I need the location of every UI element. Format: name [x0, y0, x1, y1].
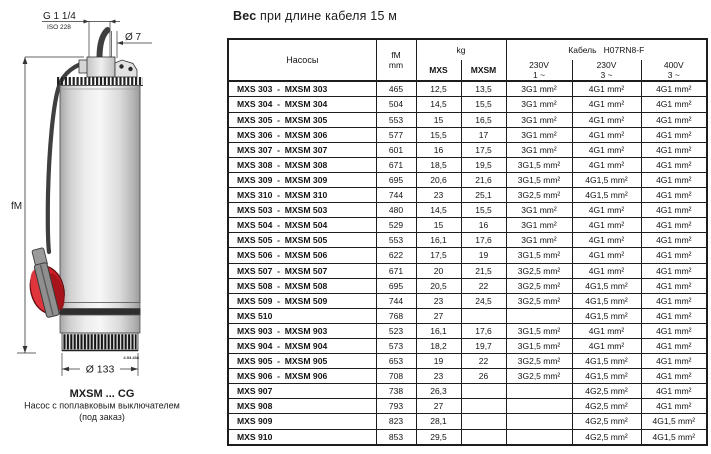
cell-mxs: 23: [416, 188, 461, 203]
cell-mxs: 20,5: [416, 278, 461, 293]
cell-mxs: 15: [416, 112, 461, 127]
cell-c1: 3G1,5 mm²: [506, 157, 572, 172]
cell-c1: 3G1 mm²: [506, 142, 572, 157]
cell-mxs: 15,5: [416, 127, 461, 142]
table-row: [228, 384, 707, 399]
thread-arrow-right: [110, 20, 116, 24]
header-400v-3ph-phase: 3 ~: [667, 70, 680, 81]
table-row: [228, 308, 707, 323]
cell-c1: 3G2,5 mm²: [506, 278, 572, 293]
cell-c1: 3G1 mm²: [506, 233, 572, 248]
cell-mxs: 20: [416, 263, 461, 278]
table-row: [228, 112, 707, 127]
cell-mxsm: 22: [461, 354, 506, 369]
cell-mxs: 16: [416, 142, 461, 157]
cell-name: MXS 303 - MXSM 303: [228, 81, 376, 97]
cell-c1: 3G1,5 mm²: [506, 338, 572, 353]
cell-name: MXS 309 - MXSM 309: [228, 172, 376, 187]
cell-fm: 823: [376, 414, 416, 429]
header-230v-3ph-phase: 3 ~: [600, 70, 613, 81]
cell-c2: 4G2,5 mm²: [572, 429, 641, 445]
lug-hole-2: [128, 67, 132, 71]
cell-c1: 3G1 mm²: [506, 203, 572, 218]
cell-c1: 3G1,5 mm²: [506, 172, 572, 187]
cell-fm: 744: [376, 293, 416, 308]
cell-mxsm: 13,5: [461, 81, 506, 97]
cell-c1: 3G1,5 mm²: [506, 248, 572, 263]
cell-fm: 553: [376, 233, 416, 248]
cell-c1: 3G1 mm²: [506, 81, 572, 97]
cell-c1: 3G2,5 mm²: [506, 188, 572, 203]
caption-note: (под заказ): [79, 412, 125, 422]
cell-c3: 4G1 mm²: [641, 233, 707, 248]
cell-mxs: 18,5: [416, 157, 461, 172]
table-row: [228, 203, 707, 218]
cell-c1: 3G2,5 mm²: [506, 263, 572, 278]
header-fm: fM: [391, 50, 401, 60]
header-400v-3ph: [641, 60, 707, 81]
cell-name: MXS 506 - MXSM 506: [228, 248, 376, 263]
cell-c2: 4G1 mm²: [572, 112, 641, 127]
page-title: [233, 9, 397, 23]
thread-label: G 1 1/4: [43, 11, 76, 22]
cell-c3: 4G1 mm²: [641, 112, 707, 127]
cell-fm: 793: [376, 399, 416, 414]
cell-mxsm: 21,6: [461, 172, 506, 187]
cell-fm: 523: [376, 323, 416, 338]
cell-mxs: 12,5: [416, 81, 461, 97]
cell-mxsm: 25,1: [461, 188, 506, 203]
table-header: [228, 39, 707, 81]
cell-mxs: 23: [416, 369, 461, 384]
cell-mxs: 19: [416, 354, 461, 369]
cell-mxsm: 17: [461, 127, 506, 142]
cell-c1: [506, 414, 572, 429]
cable-lug: [115, 60, 137, 77]
cell-name: MXS 904 - MXSM 904: [228, 338, 376, 353]
body-lower-band: [60, 303, 140, 309]
header-230v-3ph: [572, 60, 641, 81]
cell-mxs: 16,1: [416, 323, 461, 338]
page-title-bold: Вес: [233, 9, 257, 23]
cell-mxs: 27: [416, 308, 461, 323]
cell-c2: 4G2,5 mm²: [572, 399, 641, 414]
header-mm: mm: [388, 60, 404, 71]
caption-model: MXSM ... CG: [69, 388, 135, 400]
cell-mxsm: [461, 429, 506, 445]
cell-c1: 3G1 mm²: [506, 112, 572, 127]
cell-c2: 4G1 mm²: [572, 142, 641, 157]
cell-fm: 744: [376, 188, 416, 203]
cell-name: MXS 905 - MXSM 905: [228, 354, 376, 369]
table-row: [228, 127, 707, 142]
diameter-arrow-right: [131, 367, 138, 372]
header-230v-1ph-phase: 1 ~: [532, 70, 546, 81]
cell-c2: 4G1 mm²: [572, 338, 641, 353]
weight-table: [227, 38, 708, 446]
cell-c2: 4G1 mm²: [572, 248, 641, 263]
cell-mxsm: 17,6: [461, 233, 506, 248]
table-row: [228, 354, 707, 369]
cell-mxs: 17,5: [416, 248, 461, 263]
cell-c3: 4G1 mm²: [641, 384, 707, 399]
cell-name: MXS 508 - MXSM 508: [228, 278, 376, 293]
cell-name: MXS 308 - MXSM 308: [228, 157, 376, 172]
cell-c2: 4G2,5 mm²: [572, 414, 641, 429]
cell-name: MXS 505 - MXSM 505: [228, 233, 376, 248]
cell-c3: 4G1 mm²: [641, 263, 707, 278]
cell-fm: 695: [376, 278, 416, 293]
cell-name: MXS 304 - MXSM 304: [228, 97, 376, 112]
caption-description: Насос с поплавковым выключателем: [24, 400, 180, 411]
cell-c3: 4G1,5 mm²: [641, 414, 707, 429]
cell-mxs: 15: [416, 218, 461, 233]
table-row: [228, 97, 707, 112]
cell-name: MXS 305 - MXSM 305: [228, 112, 376, 127]
cell-name: MXS 504 - MXSM 504: [228, 218, 376, 233]
header-cable-group: Кабель H07RN8-F: [506, 39, 707, 60]
cell-fm: 480: [376, 203, 416, 218]
cell-c3: 4G1 mm²: [641, 142, 707, 157]
cell-c2: 4G1 mm²: [572, 157, 641, 172]
cell-c3: 4G1 mm²: [641, 188, 707, 203]
cell-mxsm: 26: [461, 369, 506, 384]
cell-c2: 4G1 mm²: [572, 323, 641, 338]
cell-mxsm: 15,5: [461, 203, 506, 218]
cell-mxsm: 16: [461, 218, 506, 233]
cell-c1: 3G1,5 mm²: [506, 323, 572, 338]
header-kg-group: kg: [416, 39, 506, 60]
diameter-label: Ø 133: [85, 363, 115, 376]
table-row: [228, 369, 707, 384]
cable-arrow: [117, 41, 123, 45]
cell-c3: 4G1 mm²: [641, 369, 707, 384]
cell-c1: 3G2,5 mm²: [506, 354, 572, 369]
cell-mxsm: [461, 308, 506, 323]
cell-name: MXS 910: [228, 429, 376, 445]
cell-c2: 4G1 mm²: [572, 203, 641, 218]
cell-mxsm: 22: [461, 278, 506, 293]
cell-name: MXS 907: [228, 384, 376, 399]
header-mxsm: MXSM: [461, 60, 506, 81]
cell-mxsm: 19,7: [461, 338, 506, 353]
cell-fm: 671: [376, 263, 416, 278]
cell-c1: [506, 308, 572, 323]
cell-fm: 708: [376, 369, 416, 384]
cell-mxsm: 19: [461, 248, 506, 263]
cell-mxsm: 21,5: [461, 263, 506, 278]
cell-c3: 4G1 mm²: [641, 278, 707, 293]
table-row: [228, 323, 707, 338]
cell-mxsm: 15,5: [461, 97, 506, 112]
cell-mxs: 14,5: [416, 203, 461, 218]
cell-c3: 4G1 mm²: [641, 218, 707, 233]
drawing-code: 4.93.438: [123, 355, 139, 360]
cell-c2: 4G1 mm²: [572, 218, 641, 233]
table-row: [228, 157, 707, 172]
cell-c2: 4G1,5 mm²: [572, 308, 641, 323]
cell-c3: 4G1 mm²: [641, 203, 707, 218]
thread-arrow-left: [84, 20, 90, 24]
table-row: [228, 414, 707, 429]
pump-cap: [87, 57, 115, 77]
cell-c1: [506, 399, 572, 414]
cell-c3: 4G1 mm²: [641, 338, 707, 353]
cell-fm: 853: [376, 429, 416, 445]
cell-c3: 4G1 mm²: [641, 97, 707, 112]
cell-c3: 4G1 mm²: [641, 399, 707, 414]
cell-name: MXS 503 - MXSM 503: [228, 203, 376, 218]
cell-mxs: 26,3: [416, 384, 461, 399]
power-cable: [100, 30, 108, 58]
table-row: [228, 399, 707, 414]
table-row: [228, 293, 707, 308]
cell-name: MXS 509 - MXSM 509: [228, 293, 376, 308]
cell-c1: [506, 429, 572, 445]
table-row: [228, 81, 707, 97]
header-400v-3ph-voltage: 400V: [663, 60, 684, 70]
cell-name: MXS 507 - MXSM 507: [228, 263, 376, 278]
cell-c2: 4G1 mm²: [572, 81, 641, 97]
cell-c2: 4G2,5 mm²: [572, 384, 641, 399]
cell-name: MXS 510: [228, 308, 376, 323]
header-230v-3ph-voltage: 230V: [596, 60, 617, 70]
fm-label: fM: [11, 201, 23, 212]
cell-c2: 4G1 mm²: [572, 233, 641, 248]
fm-arrow-bottom: [23, 346, 28, 353]
table-row: [228, 233, 707, 248]
cell-c3: 4G1,5 mm²: [641, 429, 707, 445]
cell-name: MXS 307 - MXSM 307: [228, 142, 376, 157]
cell-fm: 601: [376, 142, 416, 157]
diameter-arrow-left: [62, 367, 69, 372]
pump-body: [60, 86, 140, 303]
table-row: [228, 429, 707, 445]
cell-c3: 4G1 mm²: [641, 323, 707, 338]
cell-c2: 4G1,5 mm²: [572, 293, 641, 308]
table-row: [228, 248, 707, 263]
cell-c1: 3G2,5 mm²: [506, 293, 572, 308]
cell-name: MXS 903 - MXSM 903: [228, 323, 376, 338]
cell-fm: 573: [376, 338, 416, 353]
cell-name: MXS 906 - MXSM 906: [228, 369, 376, 384]
cell-c3: 4G1 mm²: [641, 248, 707, 263]
pump-technical-drawing: [0, 0, 230, 454]
cell-fm: 695: [376, 172, 416, 187]
cell-fm: 622: [376, 248, 416, 263]
cell-c2: 4G1 mm²: [572, 263, 641, 278]
cell-c2: 4G1,5 mm²: [572, 354, 641, 369]
table-row: [228, 172, 707, 187]
suction-band: [60, 315, 140, 333]
cell-mxsm: 16,5: [461, 112, 506, 127]
cell-mxsm: [461, 414, 506, 429]
cell-mxs: 28,1: [416, 414, 461, 429]
cell-fm: 577: [376, 127, 416, 142]
table-body: [228, 81, 707, 444]
cell-c3: 4G1 mm²: [641, 172, 707, 187]
cable-diameter-label: Ø 7: [125, 32, 142, 43]
cell-c2: 4G1,5 mm²: [572, 369, 641, 384]
cell-name: MXS 310 - MXSM 310: [228, 188, 376, 203]
table-row: [228, 263, 707, 278]
cell-fm: 553: [376, 112, 416, 127]
cell-mxsm: [461, 399, 506, 414]
header-mxs: MXS: [416, 60, 461, 81]
cell-mxsm: 24,5: [461, 293, 506, 308]
cell-c1: 3G1 mm²: [506, 127, 572, 142]
cell-fm: 529: [376, 218, 416, 233]
cell-mxs: 18,2: [416, 338, 461, 353]
cell-c3: 4G1 mm²: [641, 157, 707, 172]
cell-c2: 4G1,5 mm²: [572, 188, 641, 203]
table-row: [228, 338, 707, 353]
cell-c2: 4G1,5 mm²: [572, 172, 641, 187]
cell-name: MXS 908: [228, 399, 376, 414]
cell-name: MXS 909: [228, 414, 376, 429]
cell-mxs: 29,5: [416, 429, 461, 445]
table-row: [228, 142, 707, 157]
cell-fm: 504: [376, 97, 416, 112]
cell-c1: 3G1 mm²: [506, 97, 572, 112]
lug-hole-1: [119, 64, 123, 68]
cell-c1: 3G1 mm²: [506, 218, 572, 233]
cell-c2: 4G1 mm²: [572, 97, 641, 112]
header-fm-mm: [376, 39, 416, 81]
cell-fm: 465: [376, 81, 416, 97]
thread-standard-label: ISO 228: [47, 24, 71, 31]
cell-mxsm: 19,5: [461, 157, 506, 172]
cell-name: MXS 306 - MXSM 306: [228, 127, 376, 142]
cell-c3: 4G1 mm²: [641, 308, 707, 323]
fm-arrow-top: [23, 57, 28, 64]
header-230v-1ph-voltage: 230V: [529, 60, 549, 70]
cell-c1: [506, 384, 572, 399]
cell-c1: 3G2,5 mm²: [506, 369, 572, 384]
cell-mxs: 20,6: [416, 172, 461, 187]
cell-mxsm: [461, 384, 506, 399]
header-230v-1ph: [506, 60, 572, 81]
cell-c3: 4G1 mm²: [641, 354, 707, 369]
page-title-rest: при длине кабеля 15 м: [256, 9, 398, 23]
cell-mxsm: 17,6: [461, 323, 506, 338]
cell-fm: 768: [376, 308, 416, 323]
cell-c3: 4G1 mm²: [641, 293, 707, 308]
cell-mxs: 16,1: [416, 233, 461, 248]
cell-mxsm: 17,5: [461, 142, 506, 157]
cell-c3: 4G1 mm²: [641, 81, 707, 97]
cell-mxs: 23: [416, 293, 461, 308]
cell-c2: 4G1,5 mm²: [572, 278, 641, 293]
header-pumps: Насосы: [228, 39, 376, 81]
dark-ring: [60, 309, 141, 316]
cell-c2: 4G1 mm²: [572, 127, 641, 142]
cell-mxs: 14,5: [416, 97, 461, 112]
table-row: [228, 278, 707, 293]
cell-fm: 671: [376, 157, 416, 172]
cell-c3: 4G1 mm²: [641, 127, 707, 142]
cell-fm: 653: [376, 354, 416, 369]
cell-mxs: 27: [416, 399, 461, 414]
table-row: [228, 188, 707, 203]
cell-fm: 738: [376, 384, 416, 399]
table-row: [228, 218, 707, 233]
